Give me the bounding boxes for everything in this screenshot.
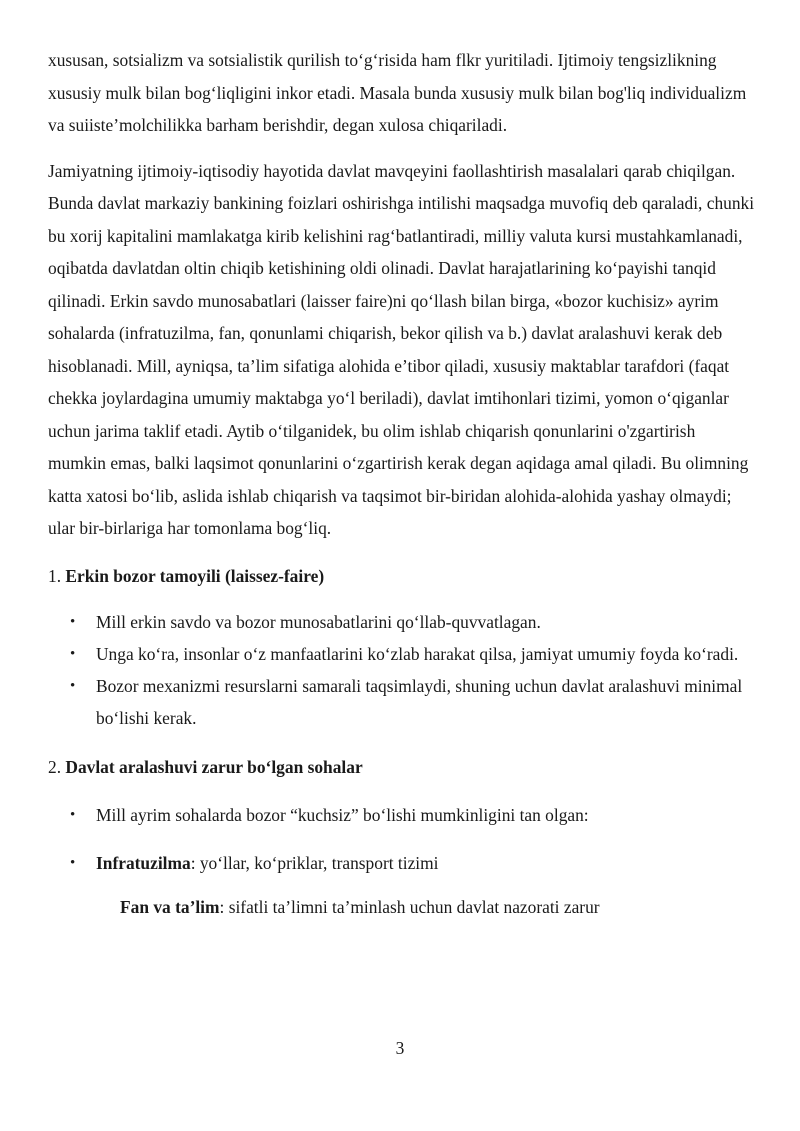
section-1-title: Erkin bozor tamoyili (laissez-faire) bbox=[65, 565, 325, 586]
paragraph-2: Jamiyatning ijtimoiy-iqtisodiy hayotida davlat mavqeyini faollashtirish masalalari qarab chiqilgan. Bunda davlat markaziy bankining foizlari oshirishga intilishi maqsadga muvofiq deb qaraladi, chunki bu xorij kapitalini mamlakatga kirib kelishini rag‘batlantiradi, milliy valuta kursi mustahkamlanadi, oqibatda davlatdan oltin chiqib ketishining oldi olinadi. Davlat harajatlarining ko‘payishi tanqid qilinadi. Erkin savdo munosabatlari (laisser faire)ni qo‘llash bilan birga, «bozor kuchisiz» ayrim sohalarda (infratuzilma, fan, qonunlami chiqarish, bekor qilish va b.) davlat aralashuvi kerak deb hisoblanadi. Mill, ayniqsa, ta’lim sifatiga alohida e’tibor qiladi, xususiy maktablar tarafdori (faqat chekka joylardagina umumiy maktabga yo‘l beriladi), davlat imtihonlari tizimi, yomon o‘qiganlar uchun jarima taklif etadi. Aytib o‘tilganidek, bu olim ishlab chiqarish qonunlarini o'zgartirish mumkin emas, balki laqsimot qonunlarini o‘zgartirish kerak degan aqidaga amal qiladi. Bu olimning katta xatosi bo‘lib, aslida ishlab chiqarish va taqsimot bir-biridan alohida-alohida yashay olmaydi; ular bir-birlariga har tomonlama bog‘liq. bbox=[48, 160, 755, 538]
section-2-heading bbox=[48, 751, 756, 783]
section-1-bullet-list bbox=[48, 606, 756, 734]
science-education-line bbox=[120, 891, 756, 923]
science-education-text: : sifatli ta’limni ta’minlash uchun davlat nazorati zarur bbox=[219, 896, 600, 917]
list-item: • Mill ayrim sohalarda bozor “kuchsiz” bo‘lishi mumkinligini tan olgan: bbox=[48, 799, 756, 831]
list-item: • Bozor mexanizmi resurslarni samarali taqsimlaydi, shuning uchun davlat aralashuvi minimal bo‘lishi kerak. bbox=[48, 670, 756, 734]
infrastructure-text: : yo‘llar, ko‘priklar, transport tizimi bbox=[190, 852, 439, 873]
infrastructure-term: Infratuzilma bbox=[96, 852, 191, 873]
section-2-bullet-list-a bbox=[48, 799, 756, 831]
section-2-title: Davlat aralashuvi zarur bo‘lgan sohalar bbox=[65, 756, 363, 777]
page-number: 3 bbox=[395, 1038, 405, 1058]
section-1-number: 1. bbox=[48, 565, 66, 586]
list-item: • Mill erkin savdo va bozor munosabatlarini qo‘llab-quvvatlagan. bbox=[48, 606, 756, 638]
list-item: • Unga ko‘ra, insonlar o‘z manfaatlarini ko‘zlab harakat qilsa, jamiyat umumiy foyda ko‘radi. bbox=[48, 638, 756, 670]
list-item bbox=[48, 847, 756, 879]
section-2-number: 2. bbox=[48, 756, 66, 777]
document-page bbox=[48, 44, 756, 923]
science-education-term: Fan va ta’lim bbox=[120, 896, 220, 917]
section-2-bullet-list-b bbox=[48, 847, 756, 879]
section-1-heading bbox=[48, 560, 756, 592]
paragraph-1: xususan, sotsializm va sotsialistik qurilish to‘g‘risida ham flkr yuritiladi. Ijtimoiy tengsizlikning xususiy mulk bilan bog‘liqligini inkor etadi. Masala bunda xususiy mulk bilan bog'liq individualizm va suiiste’molchilikka barham berishdir, degan xulosa chiqariladi. bbox=[48, 50, 747, 135]
